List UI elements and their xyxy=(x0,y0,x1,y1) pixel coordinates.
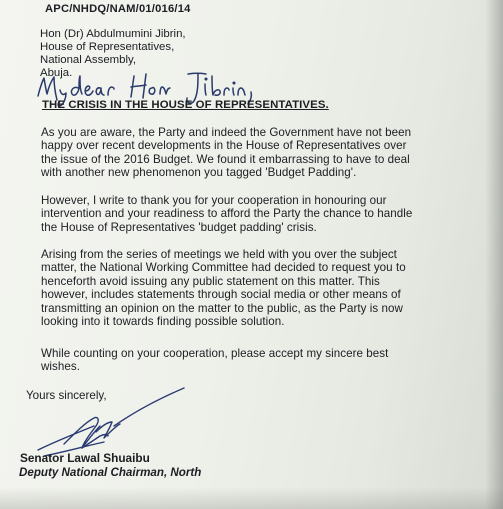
paragraph-line: Arising from the series of meetings we held with you over the subject xyxy=(41,248,397,261)
paragraph xyxy=(41,347,487,374)
paragraph-line: While counting on your cooperation, please accept my sincere best xyxy=(41,347,389,360)
paragraph-line: transmitting an opinion on the matter to the public, as the Party is now xyxy=(41,301,403,315)
paragraph xyxy=(41,248,487,328)
paragraph-line: wishes. xyxy=(41,360,81,374)
signatory-name: Senator Lawal Shuaibu xyxy=(20,451,150,465)
recipient-line: Abuja. xyxy=(40,67,73,79)
recipient-line: National Assembly, xyxy=(40,54,137,66)
paragraph-line: the issue of the 2016 Budget. We found it embarrassing to have to deal xyxy=(41,152,410,166)
paragraph xyxy=(41,194,487,234)
subject-line: THE CRISIS IN THE HOUSE OF REPRESENTATIVES. xyxy=(42,99,329,111)
paragraph-line: intervention and your readiness to afford the Party the chance to handle xyxy=(41,207,413,221)
closing-line: Yours sincerely, xyxy=(26,389,107,402)
paragraph-line: As you are aware, the Party and indeed the Government have not been xyxy=(41,126,412,139)
paragraph-line: looking into it towards finding possible solution. xyxy=(41,315,285,329)
paragraph-line: However, I write to thank you for your cooperation in honouring our xyxy=(41,194,387,207)
paragraph-line: henceforth avoid issuing any public statement on this matter. This xyxy=(41,274,380,288)
paragraph xyxy=(41,126,487,180)
recipient-line: House of Representatives, xyxy=(40,41,175,53)
paragraph-line: the House of Representatives 'budget padding' crisis. xyxy=(41,220,317,234)
paragraph-line: happy over recent developments in the House of Representatives over xyxy=(41,139,407,153)
paragraph-line: with another new phenomenon you tagged 'Budget Padding'. xyxy=(41,166,357,180)
signatory-title: Deputy National Chairman, North xyxy=(19,466,202,479)
recipient-line: Hon (Dr) Abdulmumini Jibrin, xyxy=(40,28,186,40)
paragraph-line: however, includes statements through social media or other means of xyxy=(41,288,401,302)
reference-number: APC/NHDQ/NAM/01/016/14 xyxy=(45,3,191,15)
paragraph-line: matter, the National Working Committee had decided to request you to xyxy=(41,261,406,275)
